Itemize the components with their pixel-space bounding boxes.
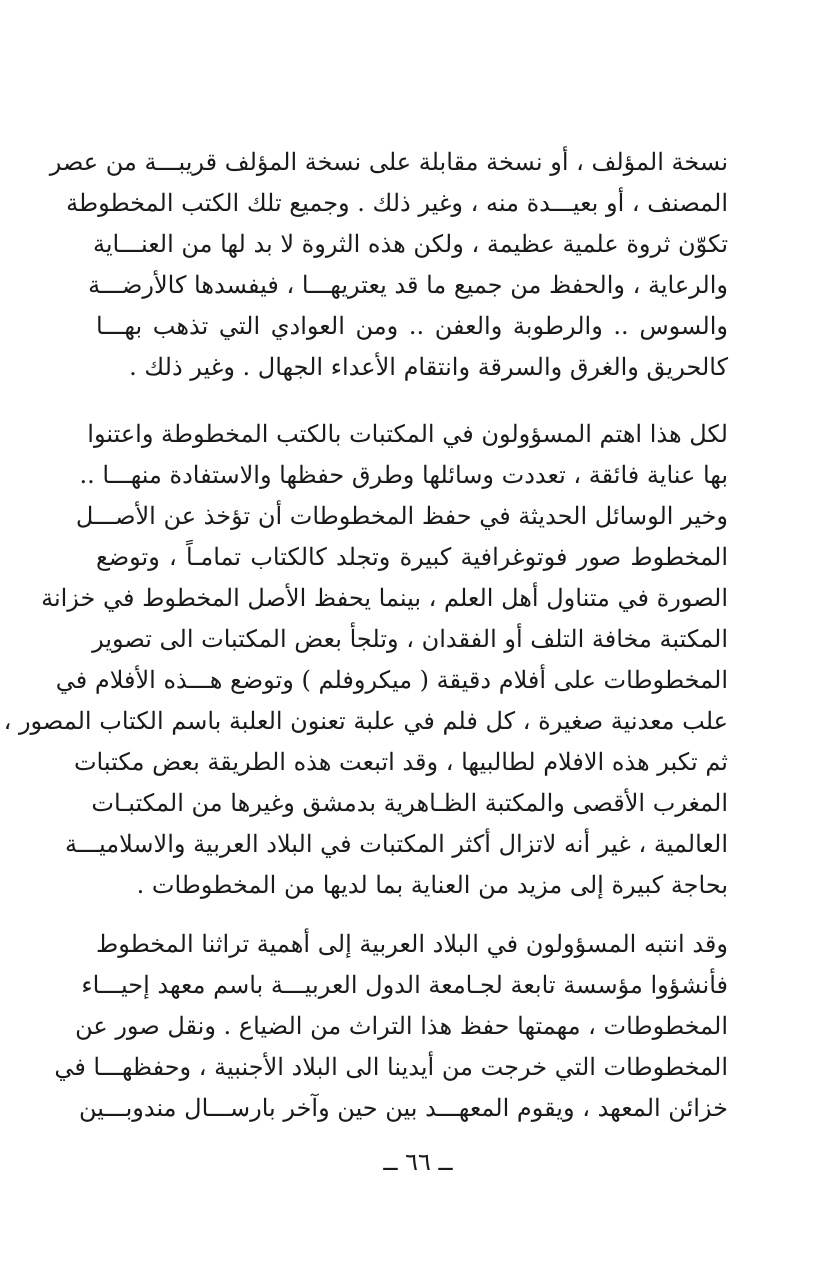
text-line: الصورة في متناول أهل العلم ، بينما يحفظ الأصل المخطوط في خزانة [41,584,728,612]
text-line: المخطوطات ، مهمتها حفظ هذا التراث من الضياع . ونقل صور عن [75,1012,728,1040]
text-line: المصنف ، أو بعيـــدة منه ، وغير ذلك . وجميع تلك الكتب المخطوطة [66,189,728,217]
text-line: وخير الوسائل الحديثة في حفظ المخطوطات أن تؤخذ عن الأصـــل [75,502,728,530]
text-line: المخطوطات التي خرجت من أيدينا الى البلاد الأجنبية ، وحفظهـــا في [54,1053,728,1081]
text-line: لكل هذا اهتم المسؤولون في المكتبات بالكتب المخطوطة واعتنوا [87,420,728,448]
paragraph-2 [3,414,728,906]
text-line: تكوّن ثروة علمية عظيمة ، ولكن هذه الثروة لا بد لها من العنـــاية [93,230,728,258]
text-line: المخطوطات على أفلام دقيقة ( ميكروفلم ) وتوضع هـــذه الأفلام في [55,666,728,694]
text-line: والسوس .. والرطوبة والعفن .. ومن العوادي التي تذهب بهـــا [96,312,728,340]
text-line: نسخة المؤلف ، أو نسخة مقابلة على نسخة المؤلف قريبـــة من عصر [49,148,728,176]
text-line: بها عناية فائقة ، تعددت وسائلها وطرق حفظها والاستفادة منهـــا .. [79,461,728,489]
page-number: ــ ٦٦ ــ [383,1148,453,1176]
text-line: المكتبة مخافة التلف أو الفقدان ، وتلجأ بعض المكتبات الى تصوير [92,625,728,653]
text-line: بحاجة كبيرة إلى مزيد من العناية بما لديها من المخطوطات . [136,871,728,899]
text-line: المغرب الأقصى والمكتبة الظـاهرية بدمشق وغيرها من المكتبـات [91,789,728,817]
paragraph-3 [54,924,728,1129]
text-line: علب معدنية صغيرة ، كل فلم في علبة تعنون العلبة باسم الكتاب المصور ، [3,707,728,735]
text-line: المخطوط صور فوتوغرافية كبيرة وتجلد كالكتاب تمامـاً ، وتوضع [96,543,728,571]
text-line: العالمية ، غير أنه لاتزال أكثر المكتبات في البلاد العربية والاسلاميـــة [65,830,728,858]
text-line: والرعاية ، والحفظ من جميع ما قد يعتريهـــا ، فيفسدها كالأرضـــة [88,271,728,299]
text-line: ثم تكبر هذه الافلام لطالبيها ، وقد اتبعت هذه الطريقة بعض مكتبات [73,748,728,776]
text-line: كالحريق والغرق والسرقة وانتقام الأعداء الجهال . وغير ذلك . [129,353,728,381]
text-line: فأنشؤوا مؤسسة تابعة لجـامعة الدول العربيـــة باسم معهد إحيـــاء [81,971,728,999]
text-line: خزائن المعهد ، ويقوم المعهـــد بين حين وآخر بارســـال مندوبـــين [78,1094,728,1122]
text-line: وقد انتبه المسؤولون في البلاد العربية إلى أهمية تراثنا المخطوط [96,930,728,958]
body-text [3,142,728,1129]
paragraph-1 [49,142,728,388]
